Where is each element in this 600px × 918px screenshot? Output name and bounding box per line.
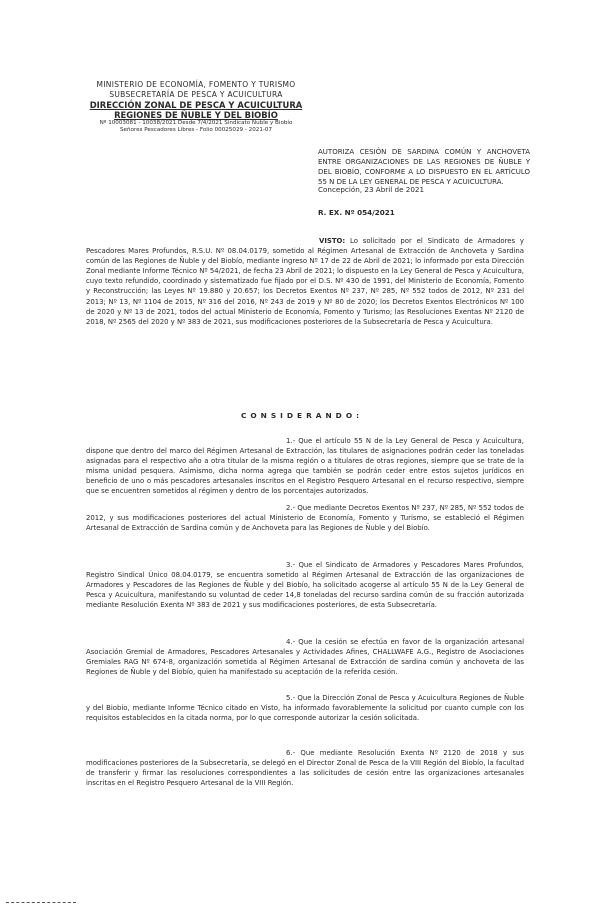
visto-paragraph: [86, 236, 524, 327]
considerando-2-lead: 2.- Que mediante Decretos Exentos Nº 237, Nº 285, Nº: [286, 504, 477, 512]
visto-label: VISTO:: [319, 237, 346, 245]
considerando-4-text: artesanal Asociación Gremial de Armadores, Pescadores Artesanales y Actividades Afines, CHALLWAFE A.G., Registro de Asociaciones Gremiales RAG Nº 674-8, organización sometida al Régimen Artesanal de Extracción de sardina común y anchoveta de las Regiones de Ñuble y del Biobío, quien ha manifestado su aceptación de la referida cesión.: [86, 638, 524, 677]
considerando-6-text: sus modificaciones posteriores de la Subsecretaría, se delegó en el Director Zonal de Pesca de la VIII Región del Biobío, la facultad de transferir y firmar las resoluciones correspondientes a las solicitudes de cesión entre las organizaciones artesanales inscritas en el Registro Pesquero Artesanal de la VIII Región.: [86, 749, 524, 788]
considerando-5-lead: 5.- Que la Dirección Zonal de Pesca y Acuicultura: [286, 694, 457, 702]
considerando-2-text: 552 todos de 2012, y sus modificaciones posteriores del actual Ministerio de Economía, Fomento y Turismo, se estableció el Régimen Artesanal de Extracción de Sardina común y de Anchoveta para las Regiones de Ñuble y del Biobío.: [86, 504, 525, 533]
considerando-1: [86, 436, 524, 497]
considerando-4: [86, 637, 524, 677]
resolution-date: Concepción, 23 Abril de 2021: [318, 185, 425, 194]
considerando-6: [86, 748, 524, 788]
direction-line: DIRECCIÓN ZONAL DE PESCA Y ACUICULTURA: [89, 100, 303, 110]
resolution-number: R. EX. Nº 054/2021: [318, 208, 395, 217]
letterhead: [80, 80, 312, 134]
resolution-subject: AUTORIZA CESIÓN DE SARDINA COMÚN Y ANCHOVETA ENTRE ORGANIZACIONES DE LAS REGIONES DE ÑUBLE Y DEL BIOBÍO, CONFORME A LO DISPUESTO EN EL ARTÍCULO 55 N DE LA LEY GENERAL DE PESCA Y ACUICULTURA.: [318, 148, 530, 186]
considerando-5-text: Regiones de Ñuble y del Biobío, mediante Informe Técnico citado en Visto, ha informado favorablemente la solicitud por cuanto cumple con los requisitos establecidos en la citada norma, por lo que corresponde autorizar la cesión solicitada.: [86, 694, 524, 723]
considerando-6-lead: 6.- Que mediante Resolución Exenta Nº 2120 de 2018 y: [286, 749, 508, 757]
ministry-line: MINISTERIO DE ECONOMÍA, FOMENTO Y TURISMO: [96, 80, 296, 89]
considerando-3-lead: 3.- Que el Sindicato de Armadores y Pescadores Mares: [286, 561, 485, 569]
considerando-5: [86, 693, 524, 723]
considerando-3-text: Profundos, Registro Sindical Único 08.04.0179, se encuentra sometido al Régimen Artesanal de Extracción de las organizaciones de Armadores y Pescadores de las Regiones de Ñuble y del Biobío, ha solicitado acogerse al artículo 55 N de la Ley General de Pesca y Acuicultura, manifestando su voluntad de ceder 14,8 toneladas del recurso sardina común de su fracción autorizada mediante Resolución Exenta Nº 383 de 2021 y sus modificaciones posteriores, de esta Subsecretaría.: [86, 561, 524, 610]
subsecretariat-line: SUBSECRETARÍA DE PESCA Y ACUICULTURA: [109, 90, 283, 99]
considerando-1-lead: 1.- Que el artículo 55 N de la Ley General de Pesca y: [286, 437, 480, 445]
considerando-1-text: Acuicultura, dispone que dentro del marco del Régimen Artesanal de Extracción, las titulares de asignaciones podrán ceder las toneladas asignadas para el respectivo año a otra titular de la misma región o a titulares de otras regiones, siempre que se trate de la misma unidad pesquera. Asimismo, dicha norma agrega que también se podrán ceder entre estos sujetos jurídicos en beneficio de uno o más pescadores artesanales inscritos en el Registro Pesquero Artesanal en el recurso respectivo, siempre que se encuentren sometidos al régimen y dentro de los porcentajes autorizados.: [86, 437, 524, 496]
considerando-4-lead: 4.- Que la cesión se efectúa en favor de la organización: [286, 638, 489, 646]
visto-text: Lo solicitado por el Sindicato de Armadores y Pescadores Mares Profundos, R.S.U. Nº 08.04.0179, sometido al Régimen Artesanal de Extracción de Anchoveta y Sardina común de las Regiones de Ñuble y del Biobío, mediante ingreso Nº 17 de 22 de Abril de 2021; lo informado por esta Dirección Zonal mediante Informe Técnico Nº 54/2021, de fecha 23 Abril de 2021; lo dispuesto en la Ley General de Pesca y Acuicultura, cuyo texto refundido, coordinado y sistematizado fue fijado por el D.S. Nº 430 de 1991, del Ministerio de Economía, Fomento y Reconstrucción; las Leyes Nº 19.880 y 20.657; los Decretos Exentos Nº 237, Nº 285, Nº 552 todos de 2012, Nº 231 del 2013; Nº 13, Nº 1104 de 2015, Nº 316 del 2016, Nº 243 de 2019 y Nº 80 de 2020; los Decretos Exentos Electrónicos Nº 100 de 2020 y Nº 13 de 2021, todos del actual Ministerio de Economía, Fomento y Turismo; las Resoluciones Exentas Nº 2120 de 2018, Nº 2565 del 2020 y Nº 383 de 2021, sus modificaciones posteriores de la Subsecretaría de Pesca y Acuicultura.: [86, 237, 524, 326]
header-reference-line-2: Señores Pescadores Libres - Folio 00025029 - 2021-07: [119, 127, 273, 133]
header-reference-line-1: Nº 10003081 - 10038/2021 Desde 7/4/2021 Sindicato Ñuble y Biobío: [99, 120, 293, 126]
considerando-heading: CONSIDERANDO:: [240, 411, 364, 420]
considerando-3: [86, 560, 524, 610]
considerando-2: [86, 503, 524, 533]
footer-divider: [6, 902, 76, 903]
regions-line: REGIONES DE ÑUBLE Y DEL BIOBÍO: [114, 110, 278, 120]
